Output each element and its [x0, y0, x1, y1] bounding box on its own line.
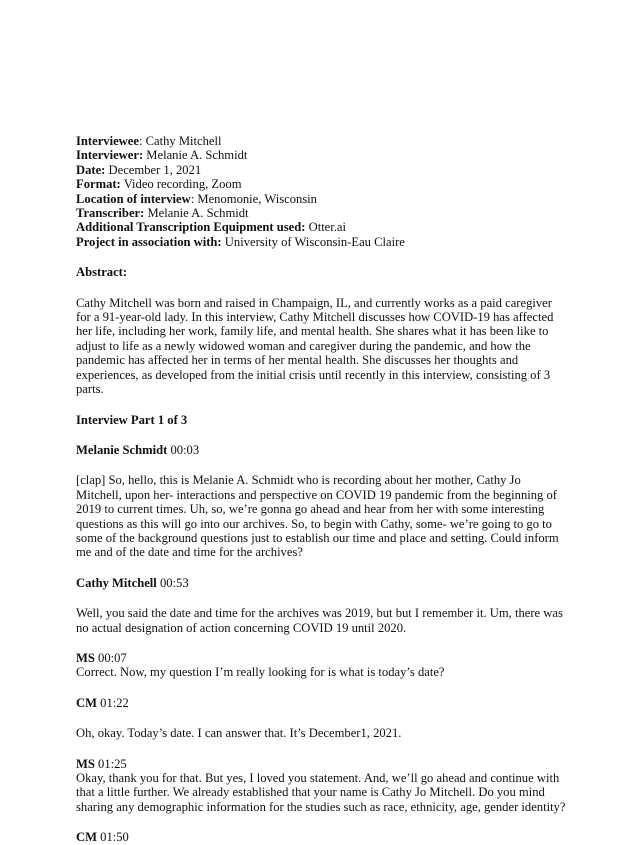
part-heading: Interview Part 1 of 3 — [76, 412, 188, 427]
metadata-label: Interviewee — [76, 134, 139, 148]
metadata-label: Location of interview — [76, 191, 191, 206]
speech-line: me and of the date and time for the archives? — [76, 545, 303, 560]
metadata-separator: : — [190, 191, 198, 206]
metadata-value: Menomonie, Wisconsin — [197, 191, 317, 206]
metadata-row — [76, 134, 556, 148]
interview-metadata — [76, 134, 556, 249]
speech-line: Correct. Now, my question I’m really looking for is what is today’s date? — [76, 665, 445, 680]
metadata-label: Additional Transcription Equipment used: — [76, 220, 306, 235]
speech-text — [76, 726, 556, 740]
speech-text — [76, 473, 559, 560]
speaker-heading — [76, 696, 556, 710]
metadata-row — [76, 177, 556, 191]
metadata-label: Date: — [76, 162, 106, 177]
speech-line: Well, you said the date and time for the archives was 2019, but but I remember it. Um, there was — [76, 606, 563, 621]
metadata-label: Interviewer: — [76, 148, 144, 163]
speech-line: 2019 to current times. Uh, so, we’re gonna go ahead and hear from her with some interesting — [76, 502, 545, 517]
abstract-text — [76, 296, 556, 397]
timestamp: 01:50 — [100, 830, 129, 845]
speech-text — [76, 771, 566, 814]
metadata-row — [76, 206, 556, 220]
transcript-page — [76, 134, 566, 845]
timestamp: 01:22 — [100, 695, 129, 710]
metadata-row — [76, 192, 556, 206]
metadata-row — [76, 220, 556, 234]
transcript-turns — [76, 442, 566, 845]
speech-text — [76, 665, 556, 679]
speech-line: Oh, okay. Today’s date. I can answer that. It’s December1, 2021. — [76, 726, 402, 741]
metadata-label: Transcriber: — [76, 206, 145, 221]
abstract-line: Cathy Mitchell was born and raised in Champaign, IL, and currently works as a paid caregiver — [76, 295, 552, 310]
abstract-line: pandemic has affected her in terms of her mental health. She discusses her thoughts and — [76, 353, 519, 368]
speech-line: that a little further. We already established that your name is Cathy Jo Mitchell. Do you mind — [76, 785, 545, 800]
metadata-value: University of Wisconsin-Eau Claire — [224, 234, 405, 249]
abstract-line: parts. — [76, 382, 104, 397]
speech-line: questions as this will go into our archives. So, to begin with Cathy, some- we’re going to go to — [76, 516, 552, 531]
speech-line: [clap] So, hello, this is Melanie A. Schmidt who is recording about her mother, Cathy Jo — [76, 473, 521, 488]
metadata-value: December 1, 2021 — [108, 162, 202, 177]
timestamp: 00:53 — [159, 575, 189, 590]
metadata-label: Format: — [76, 177, 121, 192]
timestamp: 00:03 — [170, 442, 200, 457]
speaker-name: MS — [76, 650, 95, 665]
metadata-row — [76, 235, 556, 249]
timestamp: 01:25 — [98, 756, 127, 771]
speaker-name: MS — [76, 756, 95, 771]
timestamp: 00:07 — [98, 650, 127, 665]
speech-line: no actual designation of action concerning COVID 19 until 2020. — [76, 620, 407, 635]
metadata-value: Melanie A. Schmidt — [146, 148, 248, 163]
abstract-heading: Abstract: — [76, 265, 128, 280]
metadata-value: Otter.ai — [308, 220, 347, 235]
metadata-value: Cathy Mitchell — [145, 134, 222, 148]
speaker-name: CM — [76, 695, 97, 710]
abstract-line: her life, including her work, family life, and mental health. She shares what it has been like to — [76, 324, 549, 339]
speaker-heading — [76, 757, 556, 771]
speech-line: Mitchell, upon her- interactions and perspective on COVID 19 pandemic from the beginning of — [76, 487, 557, 502]
abstract-line: adjust to life as a newly widowed woman and caregiver during the pandemic, and how the — [76, 338, 531, 353]
abstract-line: experiences, as developed from the initial crisis until recently in this interview, consisting of 3 — [76, 367, 551, 382]
speaker-heading — [76, 651, 556, 665]
speaker-heading — [76, 443, 556, 457]
speech-line: some of the background questions just to establish our time and place and setting. Could inform — [76, 530, 559, 545]
speech-line: sharing any demographic information for the studies such as race, ethnicity, age, gender identity? — [76, 799, 566, 814]
metadata-value: Melanie A. Schmidt — [147, 206, 249, 221]
metadata-label: Project in association with: — [76, 234, 222, 249]
speaker-name: CM — [76, 830, 97, 845]
speaker-name: Cathy Mitchell — [76, 575, 157, 590]
speech-text — [76, 606, 563, 635]
abstract-line: for a 91-year-old lady. In this interview, Cathy Mitchell discusses how COVID-19 has affected — [76, 310, 554, 325]
metadata-row — [76, 163, 556, 177]
speaker-heading — [76, 830, 556, 844]
metadata-separator: : — [138, 134, 146, 148]
speaker-name: Melanie Schmidt — [76, 442, 168, 457]
speech-line: Okay, thank you for that. But yes, I loved you statement. And, we’ll go ahead and continue with — [76, 771, 560, 785]
metadata-value: Video recording, Zoom — [123, 177, 242, 192]
metadata-row — [76, 148, 556, 162]
speaker-heading — [76, 576, 556, 590]
